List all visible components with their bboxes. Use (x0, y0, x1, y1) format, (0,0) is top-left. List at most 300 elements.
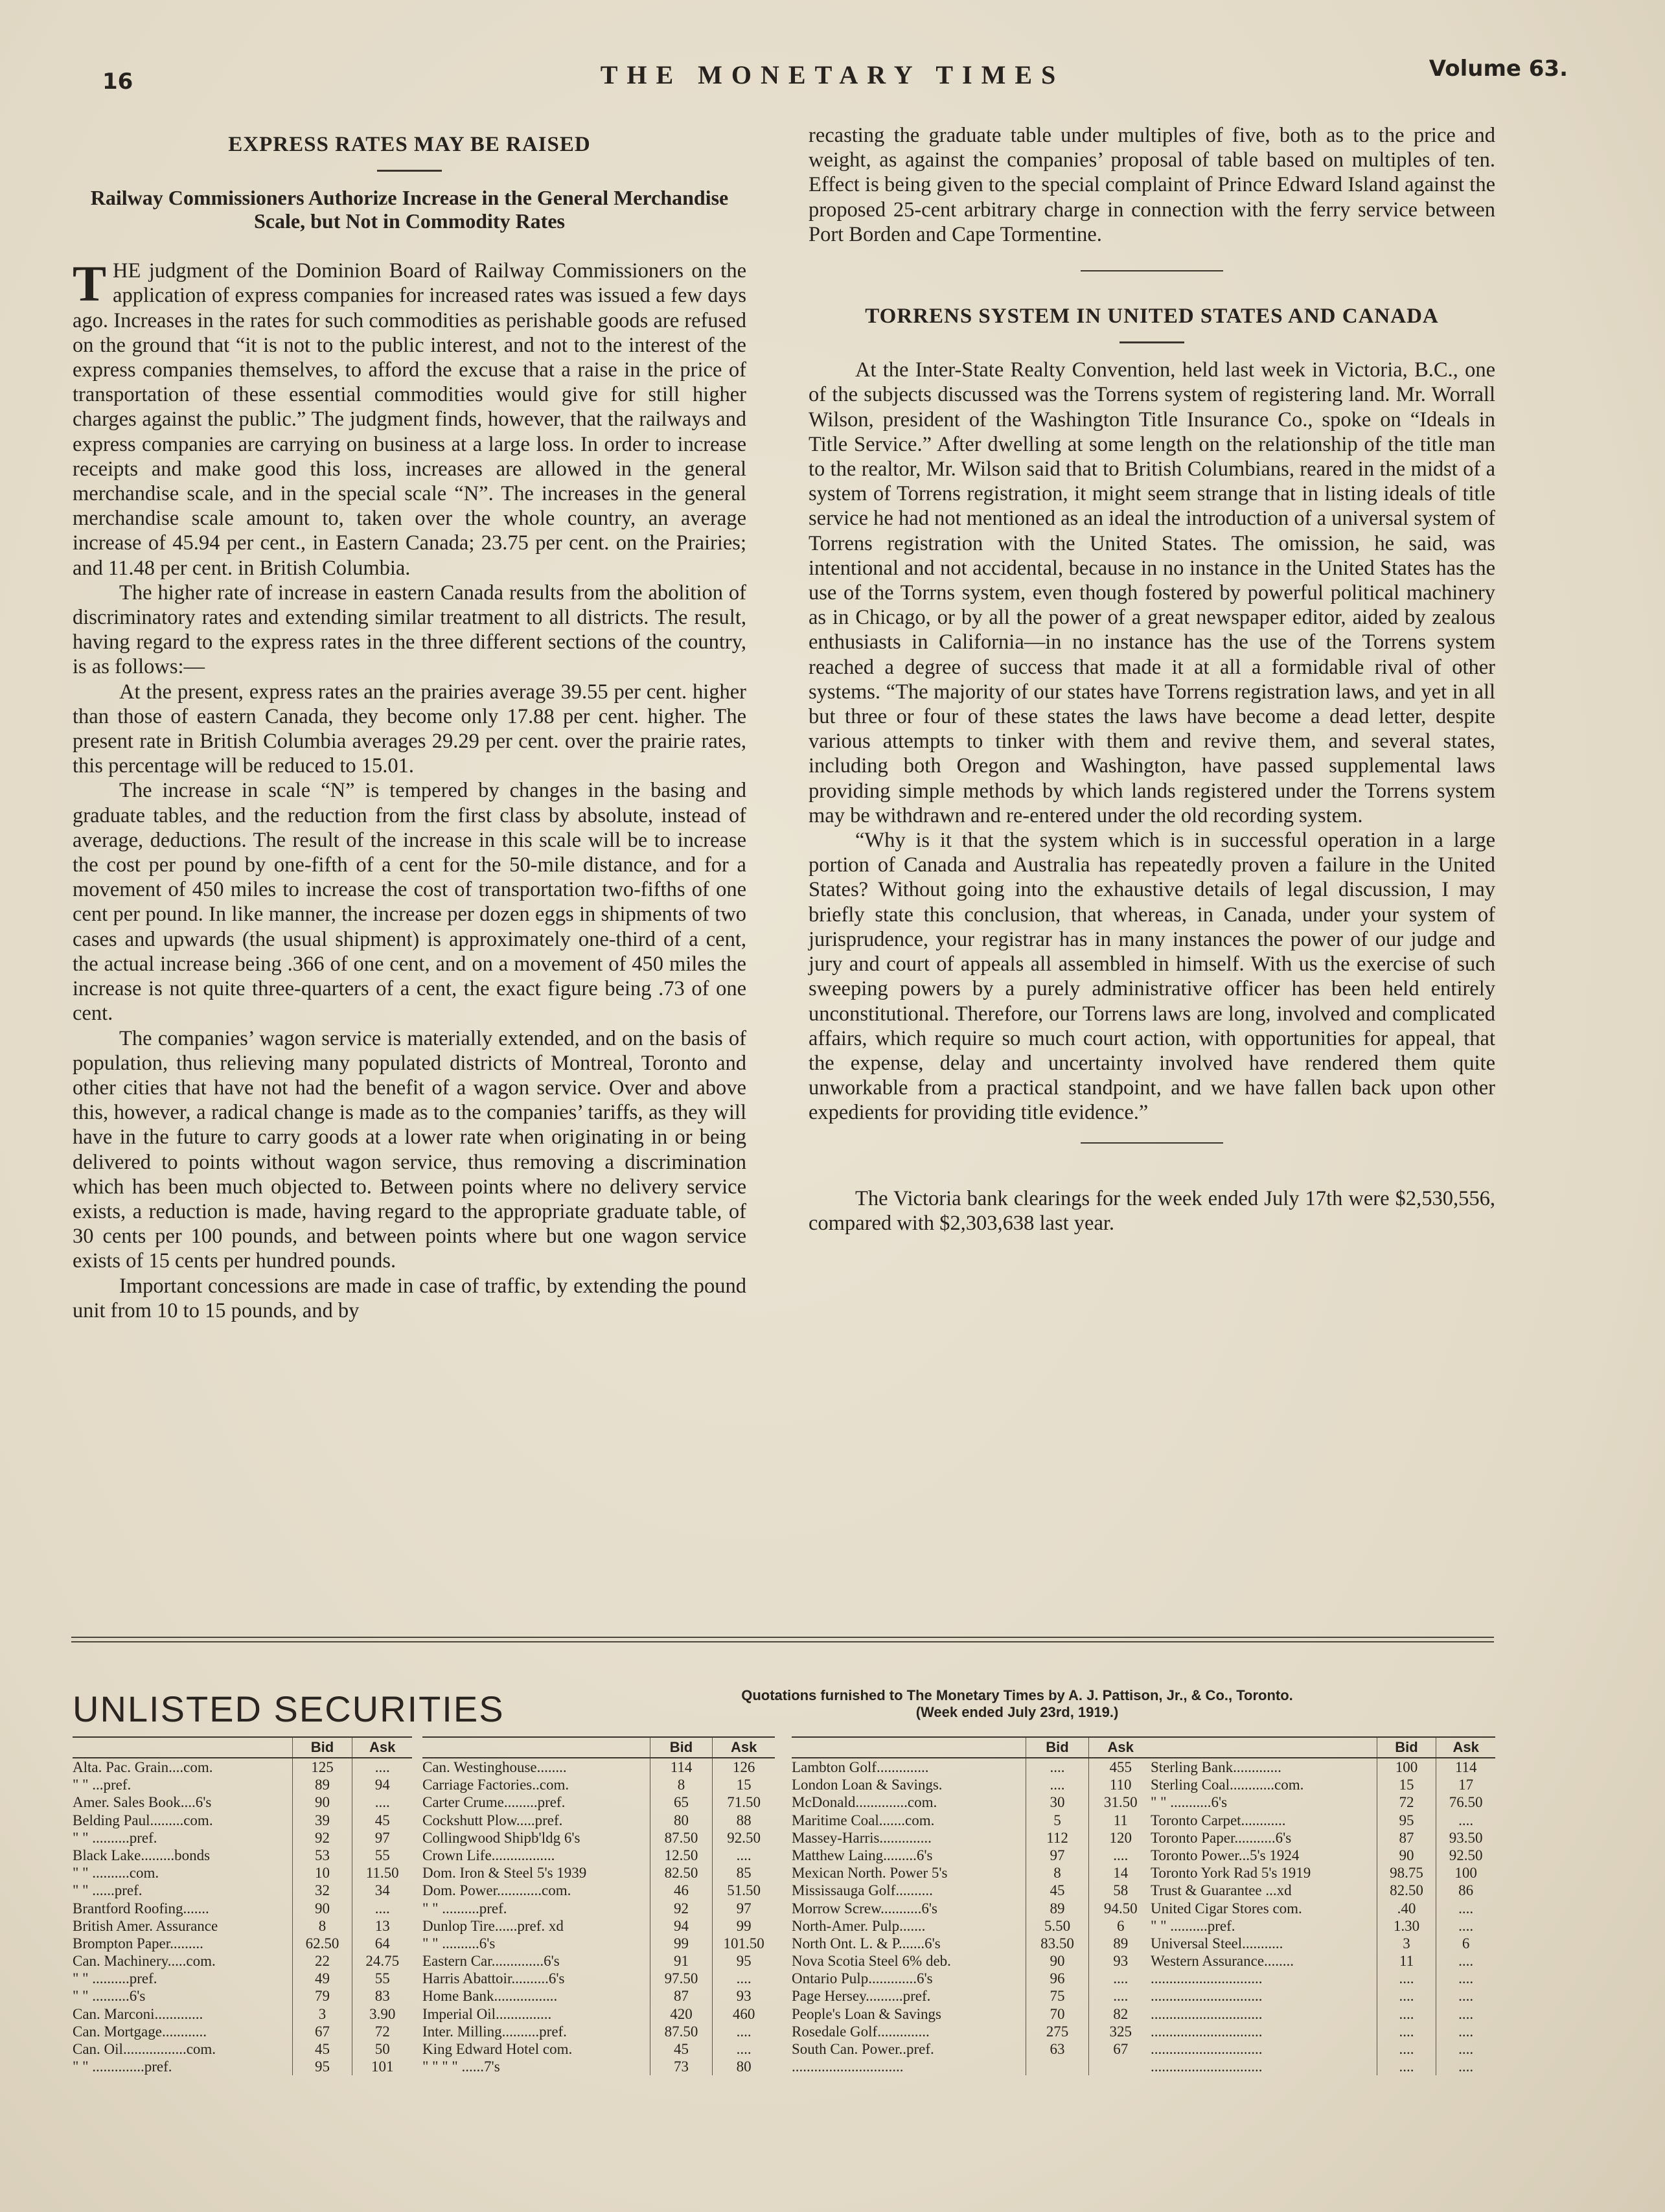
section-divider (1081, 270, 1223, 271)
table-row (422, 1970, 775, 1987)
ask-value: .... (1436, 1970, 1495, 1987)
table-row (422, 2040, 775, 2058)
security-name: Nova Scotia Steel 6% deb. (792, 1953, 951, 1970)
bid-value: 94 (650, 1917, 713, 1935)
article-title-express: EXPRESS RATES MAY BE RAISED (228, 133, 591, 156)
ask-value: 101 (352, 2058, 412, 2075)
table-row (422, 1829, 775, 1847)
table-row (73, 1917, 412, 1935)
security-name: Can. Marconi............. (73, 2005, 203, 2022)
table-row (1151, 1829, 1495, 1847)
table-row (1151, 1987, 1495, 2005)
security-name: London Loan & Savings. (792, 1777, 943, 1793)
table-row (73, 1952, 412, 1970)
bid-value: 5 (1026, 1812, 1089, 1829)
table-row (73, 2005, 412, 2023)
security-name: " " ...pref. (73, 1777, 132, 1793)
table-row (73, 1847, 412, 1864)
table-row (73, 1793, 412, 1811)
security-name: Maritime Coal.......com. (792, 1812, 935, 1828)
ask-value: 72 (352, 2023, 412, 2040)
bid-value: .... (1026, 1758, 1089, 1776)
journal-title: THE MONETARY TIMES (600, 60, 1065, 89)
ask-value: 93 (1088, 1952, 1152, 1970)
security-name: Can. Westinghouse........ (422, 1759, 567, 1775)
security-name: Western Assurance........ (1151, 1953, 1294, 1970)
ask-value: 80 (712, 2058, 775, 2075)
security-name: Imperial Oil............... (422, 2005, 552, 2022)
security-name: Harris Abattoir..........6's (422, 1970, 565, 1987)
ask-value: 101.50 (712, 1935, 775, 1952)
ask-value: 95 (712, 1952, 775, 1970)
ask-value: .... (712, 2023, 775, 2040)
ask-value: 15 (712, 1776, 775, 1793)
week-line: (Week ended July 23rd, 1919.) (915, 1704, 1119, 1720)
security-name: Brantford Roofing....... (73, 1900, 209, 1917)
table-row (792, 2058, 1152, 2075)
security-name: McDonald..............com. (792, 1794, 937, 1811)
ask-value: 100 (1436, 1864, 1495, 1882)
bid-value (1026, 2058, 1089, 2075)
security-name: Belding Paul.........com. (73, 1812, 213, 1828)
bid-value: 53 (292, 1847, 352, 1864)
ask-value: 92.50 (712, 1829, 775, 1847)
table-row (1151, 1812, 1495, 1829)
bid-value: 97.50 (650, 1970, 713, 1987)
ask-value: 86 (1436, 1882, 1495, 1899)
bid-value: 98.75 (1377, 1864, 1436, 1882)
table-row (792, 1812, 1152, 1829)
security-name: " " ..........6's (422, 1935, 496, 1952)
bid-value: 65 (650, 1793, 713, 1811)
title-rule (377, 170, 442, 172)
security-name: Toronto York Rad 5's 1919 (1151, 1865, 1311, 1882)
page-bottom-margin (0, 2079, 1665, 2208)
ask-value: 64 (352, 1935, 412, 1952)
bid-value: 75 (1026, 1987, 1089, 2005)
ask-value: 110 (1088, 1776, 1152, 1793)
table-row (1151, 1864, 1495, 1882)
security-name: Black Lake.........bonds (73, 1847, 211, 1863)
security-name: Sterling Coal............com. (1151, 1777, 1304, 1793)
bid-value: 11 (1377, 1952, 1436, 1970)
ask-value: 55 (352, 1970, 412, 1987)
table-row (422, 1882, 775, 1899)
table-row (1151, 1970, 1495, 1987)
table-row (792, 1900, 1152, 1917)
bid-value: 62.50 (292, 1935, 352, 1952)
table-row (73, 1882, 412, 1899)
bid-value: 97 (1026, 1847, 1089, 1864)
ask-value: .... (1436, 2058, 1495, 2075)
bid-value: 49 (292, 1970, 352, 1987)
bid-value: 45 (650, 2040, 713, 2058)
table-row (792, 2040, 1152, 2058)
bid-value: .... (1377, 2005, 1436, 2023)
bid-value: 92 (292, 1829, 352, 1847)
ask-value: 3.90 (352, 2005, 412, 2023)
bid-value: 10 (292, 1864, 352, 1882)
security-name: People's Loan & Savings (792, 2005, 941, 2022)
table-row (73, 1970, 412, 1987)
security-name: Can. Mortgage............ (73, 2023, 207, 2040)
table-row (422, 1864, 775, 1882)
ask-value: 67 (1088, 2040, 1152, 2058)
bid-value: 8 (292, 1917, 352, 1935)
ask-value: 99 (712, 1917, 775, 1935)
table-row (73, 1812, 412, 1829)
security-name: Inter. Milling..........pref. (422, 2023, 567, 2040)
security-name: .............................. (1151, 2005, 1263, 2022)
page-number: 16 (102, 69, 133, 95)
source-line: Quotations furnished to The Monetary Times by A. J. Pattison, Jr., & Co., Toronto. (741, 1687, 1293, 1703)
bid-value: 1.30 (1377, 1917, 1436, 1935)
bid-value: 12.50 (650, 1847, 713, 1864)
table-row (1151, 1900, 1495, 1917)
table-row (792, 1758, 1152, 1776)
bid-value: 90 (1026, 1952, 1089, 1970)
bid-value: 87 (1377, 1829, 1436, 1847)
bid-value: 73 (650, 2058, 713, 2075)
securities-tables (73, 1736, 1495, 2075)
left-column (73, 123, 746, 1323)
bid-value: .40 (1377, 1900, 1436, 1917)
table-row (1151, 1952, 1495, 1970)
ask-value: 85 (712, 1864, 775, 1882)
ask-value: 325 (1088, 2023, 1152, 2040)
ask-value: 71.50 (712, 1793, 775, 1811)
table-header-row (1151, 1736, 1495, 1758)
table-row (73, 2040, 412, 2058)
table-row (422, 1793, 775, 1811)
security-name: Home Bank................. (422, 1988, 558, 2005)
ask-value: .... (1436, 1812, 1495, 1829)
table-row (1151, 1758, 1495, 1776)
security-name: Dom. Power............com. (422, 1882, 571, 1899)
ask-value: .... (1088, 1847, 1152, 1864)
securities-table-3 (792, 1736, 1152, 2075)
bid-value: .... (1377, 2040, 1436, 2058)
ask-value: 45 (352, 1812, 412, 1829)
security-name: Eastern Car..............6's (422, 1953, 560, 1970)
security-name: Brompton Paper......... (73, 1935, 203, 1952)
article-paragraph: The higher rate of increase in eastern Canada results from the abolition of discriminatory rates and extending similar treatment to all districts. The result, having regard to the express rates in the three different sections of the country, is as follows:— (73, 581, 746, 679)
table-row (792, 2005, 1152, 2023)
security-name: Trust & Guarantee ...xd (1151, 1882, 1292, 1899)
table-row (422, 2023, 775, 2040)
bid-value: 45 (292, 2040, 352, 2058)
bid-value: 70 (1026, 2005, 1089, 2023)
ask-value: 120 (1088, 1829, 1152, 1847)
ask-value: .... (352, 1900, 412, 1917)
table-row (792, 1776, 1152, 1793)
ask-value: 460 (712, 2005, 775, 2023)
bid-value: 95 (292, 2058, 352, 2075)
bid-value: 112 (1026, 1829, 1089, 1847)
table-row (792, 1987, 1152, 2005)
bid-value: .... (1377, 2023, 1436, 2040)
table-row (73, 1758, 412, 1776)
table-row (422, 1812, 775, 1829)
header-blank (422, 1738, 650, 1757)
security-name: Carriage Factories..com. (422, 1777, 569, 1793)
table-row (1151, 1847, 1495, 1864)
ask-value: .... (1088, 1987, 1152, 2005)
bid-header: Bid (1377, 1738, 1436, 1757)
security-name: " " ...........6's (1151, 1794, 1228, 1811)
ask-value: 55 (352, 1847, 412, 1864)
table-row (1151, 1935, 1495, 1952)
ask-value: .... (712, 1970, 775, 1987)
security-name: Cockshutt Plow.....pref. (422, 1812, 563, 1828)
ask-value: 50 (352, 2040, 412, 2058)
ask-value: 97 (352, 1829, 412, 1847)
security-name: " " ..............pref. (73, 2058, 172, 2075)
bid-value: 80 (650, 1812, 713, 1829)
table-row (792, 1935, 1152, 1952)
article-paragraph: “Why is it that the system which is in successful operation in a large portion of Canada and Australia has repeatedly proven a failure in the United States? Without going into the exhaustive details of legal discussion, I may briefly state this conclusion, that whereas, in Canada, under your system of jurisprudence, your registrar has in many instances the power of our judge and jury and court of appeals all assembled in himself. With us the exercise of such sweeping powers by a purely administrative officer has been held entirely unconstitutional. Therefore, our Torrens laws are long, involved and complicated affairs, which require so much court action, with opportunities for appeal, that the expense, delay and uncertainty involved have rendered them quite unworkable from a practical standpoint, and we have fallen back upon other expedients for providing title evidence.” (809, 829, 1495, 1125)
security-name: Sterling Bank............. (1151, 1759, 1281, 1775)
ask-header: Ask (352, 1738, 412, 1757)
bid-header: Bid (292, 1738, 352, 1757)
bid-value: 67 (292, 2023, 352, 2040)
bid-header: Bid (650, 1738, 713, 1757)
bid-value: 82.50 (1377, 1882, 1436, 1899)
bid-value: 90 (1377, 1847, 1436, 1864)
table-row (422, 1776, 775, 1793)
security-name: Alta. Pac. Grain....com. (73, 1759, 213, 1775)
security-name: Universal Steel........... (1151, 1935, 1283, 1952)
ask-value: 11.50 (352, 1864, 412, 1882)
bid-value: 45 (1026, 1882, 1089, 1899)
security-name: North Ont. L. & P.......6's (792, 1935, 941, 1952)
ask-value: 92.50 (1436, 1847, 1495, 1864)
bid-value: 420 (650, 2005, 713, 2023)
title-rule (1120, 341, 1184, 343)
header-blank (73, 1738, 292, 1757)
ask-value: 11 (1088, 1812, 1152, 1829)
bid-value: 125 (292, 1758, 352, 1776)
security-name: " " ..........pref. (422, 1900, 507, 1917)
ask-value: 93.50 (1436, 1829, 1495, 1847)
ask-value: .... (1436, 1917, 1495, 1935)
securities-table-4 (1151, 1736, 1495, 2075)
double-rule (71, 1637, 1494, 1642)
security-name: Rosedale Golf.............. (792, 2023, 930, 2040)
bid-value: .... (1026, 1776, 1089, 1793)
bid-value: 8 (1026, 1864, 1089, 1882)
bid-value: 30 (1026, 1793, 1089, 1811)
ask-value: .... (1436, 1900, 1495, 1917)
table-row (73, 2058, 412, 2075)
bid-value: 63 (1026, 2040, 1089, 2058)
table-row (73, 1864, 412, 1882)
table-row (1151, 1793, 1495, 1811)
ask-value: .... (1436, 2005, 1495, 2023)
ask-value: 94 (352, 1776, 412, 1793)
security-name: Ontario Pulp.............6's (792, 1970, 933, 1987)
security-name: Mexican North. Power 5's (792, 1865, 948, 1882)
bid-value: 83.50 (1026, 1935, 1089, 1952)
ask-value: 93 (712, 1987, 775, 2005)
security-name: Can. Machinery.....com. (73, 1953, 216, 1970)
bid-value: 8 (650, 1776, 713, 1793)
table-row (73, 2023, 412, 2040)
table-row (422, 1935, 775, 1952)
ask-value: 13 (352, 1917, 412, 1935)
bid-value: 90 (292, 1793, 352, 1811)
security-name: North-Amer. Pulp....... (792, 1917, 926, 1934)
bid-value: 22 (292, 1952, 352, 1970)
security-name: King Edward Hotel com. (422, 2041, 573, 2057)
table-row (792, 1882, 1152, 1899)
article-paragraph: The increase in scale “N” is tempered by changes in the basing and graduate tables, and the reduction from the first class by absolute, instead of average, deductions. The result of the increase in this scale will be to increase the cost per pound by one-fifth of a cent for the 50-mile distance, and for a movement of 450 miles to increase the cost of transportation two-fifths of one cent per pound. In like manner, the increase per dozen eggs in shipments of two cases and upwards (the usual shipment) is approximately one-third of a cent, the actual increase being .366 of one cent, and on a movement of 450 miles the increase is not quite three-quarters of a cent, the exact figure being .73 of one cent. (73, 779, 746, 1026)
bid-value: 39 (292, 1812, 352, 1829)
security-name: " " ......pref. (73, 1882, 143, 1899)
security-name: .............................. (1151, 1970, 1263, 1987)
table-row (422, 1900, 775, 1917)
bid-value: 87 (650, 1987, 713, 2005)
ask-value: .... (712, 2040, 775, 2058)
bid-value: 15 (1377, 1776, 1436, 1793)
bid-value: 90 (292, 1900, 352, 1917)
bid-value: 79 (292, 1987, 352, 2005)
table-row (1151, 2058, 1495, 2075)
bid-value: 99 (650, 1935, 713, 1952)
ask-value: 97 (712, 1900, 775, 1917)
ask-value: 24.75 (352, 1952, 412, 1970)
security-name: " " ..........pref. (1151, 1917, 1235, 1934)
security-name: Matthew Laing.........6's (792, 1847, 933, 1863)
bid-value: 275 (1026, 2023, 1089, 2040)
table-row (1151, 1776, 1495, 1793)
article-paragraph: recasting the graduate table under multiples of five, both as to the price and weight, as against the companies’ proposal of table based on multiples of ten. Effect is being given to the special complaint of Prince Edward Island against the proposed 25-cent arbitrary charge in connection with the ferry service between Port Borden and Cape Tormentine. (809, 124, 1495, 246)
securities-title: UNLISTED SECURITIES (73, 1688, 505, 1729)
bid-value: 3 (1377, 1935, 1436, 1952)
ask-value: 126 (712, 1758, 775, 1776)
security-name: Morrow Screw...........6's (792, 1900, 937, 1917)
ask-value: 34 (352, 1882, 412, 1899)
ask-header: Ask (712, 1738, 775, 1757)
security-name: " " ..........com. (73, 1865, 159, 1882)
bid-value: 3 (292, 2005, 352, 2023)
ask-value: 31.50 (1088, 1793, 1152, 1811)
article-subtitle-express: Railway Commissioners Authorize Increase in the General Merchandise Scale, but Not in Commodity Rates (90, 186, 729, 233)
security-name: .............................. (1151, 2058, 1263, 2075)
table-header-row (792, 1736, 1152, 1758)
security-name: Dunlop Tire......pref. xd (422, 1917, 564, 1934)
table-header-row (422, 1736, 775, 1758)
table-row (792, 1952, 1152, 1970)
bid-header: Bid (1026, 1738, 1089, 1757)
table-row (792, 1864, 1152, 1882)
section-divider (1081, 1142, 1223, 1144)
ask-value (1088, 2058, 1152, 2075)
security-name: .............................. (1151, 1988, 1263, 2005)
bid-value: .... (1377, 1970, 1436, 1987)
table-row (422, 1758, 775, 1776)
right-column (809, 123, 1495, 1236)
security-name: Can. Oil.................com. (73, 2041, 216, 2057)
bid-value: 92 (650, 1900, 713, 1917)
ask-value: 88 (712, 1812, 775, 1829)
table-row (1151, 2023, 1495, 2040)
security-name: Page Hersey..........pref. (792, 1988, 931, 2005)
ask-value: .... (1436, 2040, 1495, 2058)
table-row (422, 1987, 775, 2005)
bid-value: 46 (650, 1882, 713, 1899)
security-name: .............................. (1151, 2041, 1263, 2057)
bid-value: 91 (650, 1952, 713, 1970)
security-name: Collingwood Shipb'ldg 6's (422, 1829, 580, 1846)
securities-table-2 (422, 1736, 775, 2075)
security-name: Dom. Iron & Steel 5's 1939 (422, 1865, 587, 1882)
article-paragraph: The companies’ wagon service is materially extended, and on the basis of population, thus relieving many populated districts of Montreal, Toronto and other cities that have not had the benefit of a wagon service. Over and above this, however, a radical change is made as to the companies’ tariffs, as they will have in the future to carry goods at a lower rate when originating in or being delivered to points without wagon service, thus removing a discrimination which has been much objected to. Between points where no delivery service exists, a reduction is made, having regard to the appropriate graduate table, of 30 cents per 100 pounds, and between points where but one wagon service exists of 15 cents per hundred pounds. (73, 1026, 746, 1273)
security-name: British Amer. Assurance (73, 1917, 218, 1934)
security-name: Massey-Harris.............. (792, 1829, 932, 1846)
table-row (422, 2058, 775, 2075)
security-name: .............................. (1151, 2023, 1263, 2040)
bid-value: 87.50 (650, 2023, 713, 2040)
ask-value: .... (1436, 1987, 1495, 2005)
article-paragraph: THE judgment of the Dominion Board of Railway Commissioners on the application of express companies for increased rates was issued a few days ago. Increases in the rates for such commodities as perishable goods are refused on the ground that “it is not to the public interest, and not to the interest of the express companies themselves, to afford the excuse that a raise in the price of transportation of these essential commodities would give for still higher charges against the public.” The judgment finds, however, that the railways and express companies are carrying on business at a large loss. In order to increase receipts and make good this loss, increases are allowed in the general merchandise scale, and in the special scale “N”. The increases in the general merchandise scale amount to, taken over the whole country, an average increase of 45.94 per cent., in Eastern Canada; 23.75 per cent. on the Prairies; and 11.48 per cent. in British Columbia. (73, 255, 746, 580)
bid-value: 87.50 (650, 1829, 713, 1847)
article-paragraph: At the Inter-State Realty Convention, held last week in Victoria, B.C., one of the subjects discussed was the Torrens system of registering land. Mr. Worrall Wilson, president of the Washington Title Insurance Co., spoke on “Ideals in Title Service.” After dwelling at some length on the relationship of the title man to the realtor, Mr. Wilson said that to British Columbians, reared in the midst of a system of Torrens registration, it might seem strange that in listing ideals of title service he had not mentioned as an ideal the introduction of a universal system of Torrens registration with the United States. The omission, he said, was intentional and not accidental, because in no instance in the United States has the use of the Torrns system, even though fostered by powerful political machinery as in Chicago, or by all the power of a great newspaper editor, aided by zealous enthusiasts in California—in no instance has the use of the Torrens system reached a degree of success that made it at all a formidable rival of other systems. “The majority of our states have Torrens registration laws, and yet in all but three or four of these states the laws have become a dead letter, despite various attempts to tinker with them and revive them, and several states, including both Oregon and Washington, have passed supplemental laws providing simple methods by which lands registered under the Torrens system may be withdrawn and re-entered under the old recording system. (809, 358, 1495, 827)
table-row (792, 2023, 1152, 2040)
ask-header: Ask (1088, 1738, 1152, 1757)
table-row (422, 1847, 775, 1864)
ask-value: .... (712, 1847, 775, 1864)
table-row (1151, 1917, 1495, 1935)
table-row (73, 1900, 412, 1917)
security-name: South Can. Power..pref. (792, 2041, 934, 2057)
ask-value: .... (352, 1758, 412, 1776)
table-row (792, 1793, 1152, 1811)
table-row (1151, 2005, 1495, 2023)
ask-value: 6 (1088, 1917, 1152, 1935)
bid-value: 82.50 (650, 1864, 713, 1882)
security-name: Mississauga Golf.......... (792, 1882, 933, 1899)
bank-clearings-note: The Victoria bank clearings for the week ended July 17th were $2,530,556, compared with $2,303,638 last year. (809, 1186, 1495, 1235)
security-name: Toronto Power...5's 1924 (1151, 1847, 1300, 1863)
ask-value: 82 (1088, 2005, 1152, 2023)
ask-value: 94.50 (1088, 1900, 1152, 1917)
securities-source-note (628, 1687, 1406, 1721)
security-name: " " ..........pref. (73, 1829, 157, 1846)
table-row (1151, 2040, 1495, 2058)
ask-value: .... (1436, 1952, 1495, 1970)
table-row (792, 1829, 1152, 1847)
drop-cap: T (73, 255, 107, 312)
bid-value: .... (1377, 1987, 1436, 2005)
bid-value: 72 (1377, 1793, 1436, 1811)
ask-value: 17 (1436, 1776, 1495, 1793)
volume-label: Volume 63. (1429, 56, 1568, 82)
ask-header: Ask (1436, 1738, 1495, 1757)
header-blank (1151, 1738, 1377, 1757)
table-row (73, 1987, 412, 2005)
ask-value: 76.50 (1436, 1793, 1495, 1811)
table-row (1151, 1882, 1495, 1899)
table-row (73, 1935, 412, 1952)
table-row (792, 1847, 1152, 1864)
bid-value: 96 (1026, 1970, 1089, 1987)
bid-value: 100 (1377, 1758, 1436, 1776)
ask-value: 455 (1088, 1758, 1152, 1776)
page-header (71, 56, 1594, 95)
ask-value: .... (352, 1793, 412, 1811)
security-name: " " " " ......7's (422, 2058, 500, 2075)
